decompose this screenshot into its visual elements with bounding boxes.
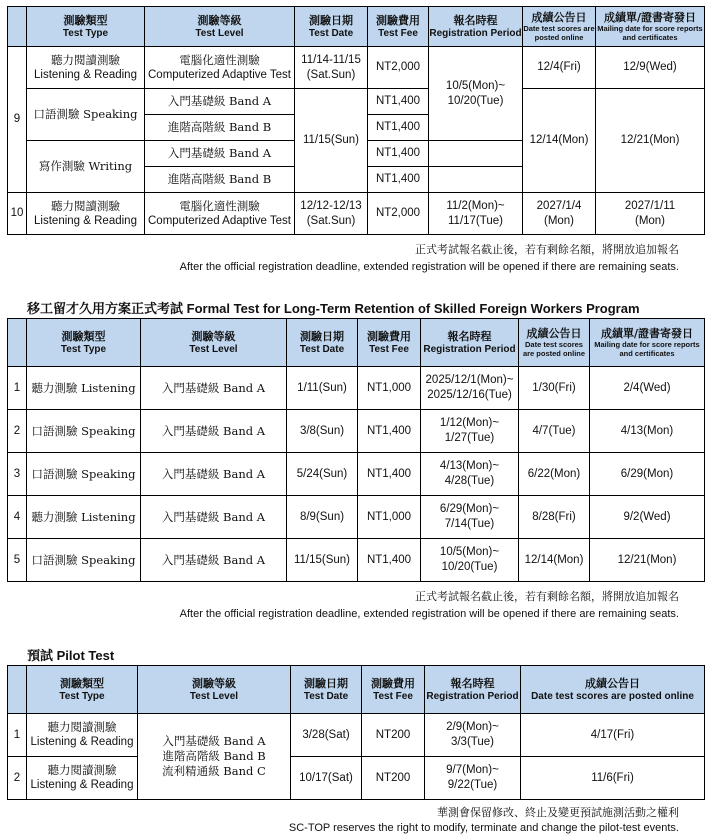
session-number: 2 <box>8 410 27 453</box>
header-test-fee: 測驗費用 Test Fee <box>362 666 425 714</box>
score-date: 2027/1/4 (Mon) <box>523 193 596 235</box>
header-test-fee: 測驗費用 Test Fee <box>368 7 429 47</box>
test-fee: NT2,000 <box>368 193 429 235</box>
registration-line: 1/12(Mon)~ <box>439 417 500 429</box>
mailing-date: 2/4(Wed) <box>590 367 705 410</box>
test-date: 10/17(Sat) <box>291 757 362 800</box>
registration-line: 4/28(Tue) <box>444 475 495 487</box>
section-title-retention: 移工留才久用方案正式考試 Formal Test for Long-Term Retention of Skilled Foreign Workers Program <box>27 301 640 317</box>
test-type: 聽力閱讀測驗 Listening & Reading <box>27 193 145 235</box>
test-fee: NT1,000 <box>358 367 421 410</box>
table-row <box>8 714 705 757</box>
header-score-date: 成績公告日 Date test scores are posted online <box>521 666 705 714</box>
score-date: 4/7(Tue) <box>519 410 590 453</box>
test-level: 入門基礎級 Band A <box>141 539 287 582</box>
registration-line: 4/13(Mon)~ <box>439 460 500 472</box>
session-number: 5 <box>8 539 27 582</box>
score-date: 4/17(Fri) <box>521 714 705 757</box>
test-level: 進階高階級 Band B <box>145 167 295 193</box>
test-level: 電腦化適性測驗 Computerized Adaptive Test <box>145 193 295 235</box>
test-level: 入門基礎級 Band A <box>141 496 287 539</box>
registration-period <box>421 453 519 496</box>
test-type: 口語測驗 Speaking <box>27 89 145 141</box>
table-row <box>8 410 705 453</box>
mailing-date: 12/21(Mon) <box>590 539 705 582</box>
test-date: 8/9(Sun) <box>287 496 358 539</box>
test-level: 入門基礎級 Band A <box>141 453 287 496</box>
registration-period: 10/5(Mon)~ 10/20(Tue) <box>429 47 523 141</box>
session-number: 9 <box>8 47 27 193</box>
header-test-date: 測驗日期 Test Date <box>291 666 362 714</box>
test-date: 1/11(Sun) <box>287 367 358 410</box>
test-level: 電腦化適性測驗 Computerized Adaptive Test <box>145 47 295 89</box>
registration-period-empty <box>429 141 523 167</box>
header-score-date: 成績公告日 Date test scores are posted online <box>523 7 596 47</box>
score-date: 11/6(Fri) <box>521 757 705 800</box>
mailing-date: 2027/1/11 (Mon) <box>596 193 705 235</box>
header-test-fee: 測驗費用 Test Fee <box>358 319 421 367</box>
test-fee: NT200 <box>362 757 425 800</box>
mailing-date: 6/29(Mon) <box>590 453 705 496</box>
header-row <box>8 7 705 47</box>
header-row <box>8 319 705 367</box>
mailing-date: 4/13(Mon) <box>590 410 705 453</box>
test-level: 入門基礎級 Band A <box>141 367 287 410</box>
score-date: 6/22(Mon) <box>519 453 590 496</box>
header-score-date: 成績公告日 Date test scores are posted online <box>519 319 590 367</box>
session-number: 2 <box>8 757 27 800</box>
table-row <box>8 453 705 496</box>
extended-registration-note: 正式考試報名截止後，若有剩餘名額，將開放追加報名 After the official registration deadline, extended registration will be opened if there are remaining seats. <box>179 243 679 273</box>
mailing-date: 9/2(Wed) <box>590 496 705 539</box>
test-fee: NT1,400 <box>358 453 421 496</box>
test-fee: NT1,400 <box>358 539 421 582</box>
test-fee: NT1,000 <box>358 496 421 539</box>
test-date: 11/15(Sun) <box>295 89 368 193</box>
header-test-level: 測驗等級 Test Level <box>141 319 287 367</box>
table-2-body <box>8 367 705 582</box>
registration-line: 2025/12/1(Mon)~ <box>425 374 514 386</box>
header-test-type: 測驗類型 Test Type <box>27 666 138 714</box>
header-test-level: 測驗等級 Test Level <box>145 7 295 47</box>
header-mailing-date: 成績單/證書寄發日 Mailing date for score reports and certificates <box>590 319 705 367</box>
test-type: 口語測驗 Speaking <box>27 539 141 582</box>
test-level: 入門基礎級 Band A 進階高階級 Band B 流利精通級 Band C <box>138 714 291 800</box>
registration-line: 2025/12/16(Tue) <box>427 389 512 401</box>
table-row <box>8 539 705 582</box>
registration-period: 2/9(Mon)~ 3/3(Tue) <box>425 714 521 757</box>
test-date: 5/24(Sun) <box>287 453 358 496</box>
test-type: 聽力閱讀測驗 Listening & Reading <box>27 714 138 757</box>
test-fee: NT1,400 <box>368 115 429 141</box>
registration-line: 7/14(Tue) <box>444 518 495 530</box>
header-no <box>8 319 27 367</box>
registration-period <box>421 496 519 539</box>
header-test-type: 測驗類型 Test Type <box>27 7 145 47</box>
registration-period <box>421 410 519 453</box>
header-row <box>8 666 705 714</box>
schedule-table-2 <box>7 318 705 582</box>
session-number: 4 <box>8 496 27 539</box>
test-fee: NT1,400 <box>368 89 429 115</box>
test-fee: NT200 <box>362 714 425 757</box>
table-row <box>8 47 705 89</box>
test-date: 12/12-12/13 (Sat.Sun) <box>295 193 368 235</box>
schedule-table-1 <box>7 6 705 235</box>
registration-line: 10/20(Tue) <box>441 561 498 573</box>
table-row <box>8 367 705 410</box>
score-date: 12/14(Mon) <box>523 89 596 193</box>
test-level: 入門基礎級 Band A <box>145 89 295 115</box>
session-number: 1 <box>8 367 27 410</box>
header-registration-period: 報名時程 Registration Period <box>429 7 523 47</box>
test-type: 口語測驗 Speaking <box>27 410 141 453</box>
test-fee: NT1,400 <box>358 410 421 453</box>
test-type: 聽力測驗 Listening <box>27 496 141 539</box>
test-date: 11/14-11/15 (Sat.Sun) <box>295 47 368 89</box>
header-test-date: 測驗日期 Test Date <box>295 7 368 47</box>
registration-period: 9/7(Mon)~ 9/22(Tue) <box>425 757 521 800</box>
score-date: 12/14(Mon) <box>519 539 590 582</box>
extended-registration-note-2: 正式考試報名截止後，若有剩餘名額，將開放追加報名 After the official registration deadline, extended registration will be opened if there are remaining seats. <box>179 590 679 620</box>
score-date: 8/28(Fri) <box>519 496 590 539</box>
mailing-date: 12/9(Wed) <box>596 47 705 89</box>
registration-line: 6/29(Mon)~ <box>439 503 500 515</box>
test-date: 11/15(Sun) <box>287 539 358 582</box>
header-mailing-date: 成績單/證書寄發日 Mailing date for score reports and certificates <box>596 7 705 47</box>
mailing-date: 12/21(Mon) <box>596 89 705 193</box>
test-fee: NT2,000 <box>368 47 429 89</box>
score-date: 1/30(Fri) <box>519 367 590 410</box>
section-title-pilot: 預試 Pilot Test <box>27 648 115 664</box>
test-level: 入門基礎級 Band A <box>141 410 287 453</box>
test-date: 3/8(Sun) <box>287 410 358 453</box>
session-number: 1 <box>8 714 27 757</box>
header-test-date: 測驗日期 Test Date <box>287 319 358 367</box>
pilot-rights-note: 華測會保留修改、終止及變更預試施測活動之權利 SC-TOP reserves the right to modify, terminate and change the pilot-test events. <box>288 806 679 834</box>
test-type: 聽力閱讀測驗 Listening & Reading <box>27 47 145 89</box>
test-fee: NT1,400 <box>368 141 429 167</box>
table-row <box>8 193 705 235</box>
header-no <box>8 7 27 47</box>
header-test-type: 測驗類型 Test Type <box>27 319 141 367</box>
table-row <box>8 757 705 800</box>
test-level: 入門基礎級 Band A <box>145 141 295 167</box>
header-test-level: 測驗等級 Test Level <box>138 666 291 714</box>
table-row <box>8 496 705 539</box>
test-type: 聽力閱讀測驗 Listening & Reading <box>27 757 138 800</box>
session-number: 3 <box>8 453 27 496</box>
registration-period: 11/2(Mon)~ 11/17(Tue) <box>429 193 523 235</box>
test-fee: NT1,400 <box>368 167 429 193</box>
registration-line: 1/27(Tue) <box>444 432 495 444</box>
registration-line: 10/5(Mon)~ <box>439 546 500 558</box>
header-registration-period: 報名時程 Registration Period <box>421 319 519 367</box>
test-level: 進階高階級 Band B <box>145 115 295 141</box>
test-date: 3/28(Sat) <box>291 714 362 757</box>
header-registration-period: 報名時程 Registration Period <box>425 666 521 714</box>
test-type: 聽力測驗 Listening <box>27 367 141 410</box>
score-date: 12/4(Fri) <box>523 47 596 89</box>
header-no <box>8 666 27 714</box>
registration-period-empty <box>429 167 523 193</box>
test-type: 口語測驗 Speaking <box>27 453 141 496</box>
registration-period <box>421 367 519 410</box>
registration-period <box>421 539 519 582</box>
session-number: 10 <box>8 193 27 235</box>
test-type: 寫作測驗 Writing <box>27 141 145 193</box>
table-row <box>8 89 705 115</box>
schedule-table-3 <box>7 665 705 800</box>
